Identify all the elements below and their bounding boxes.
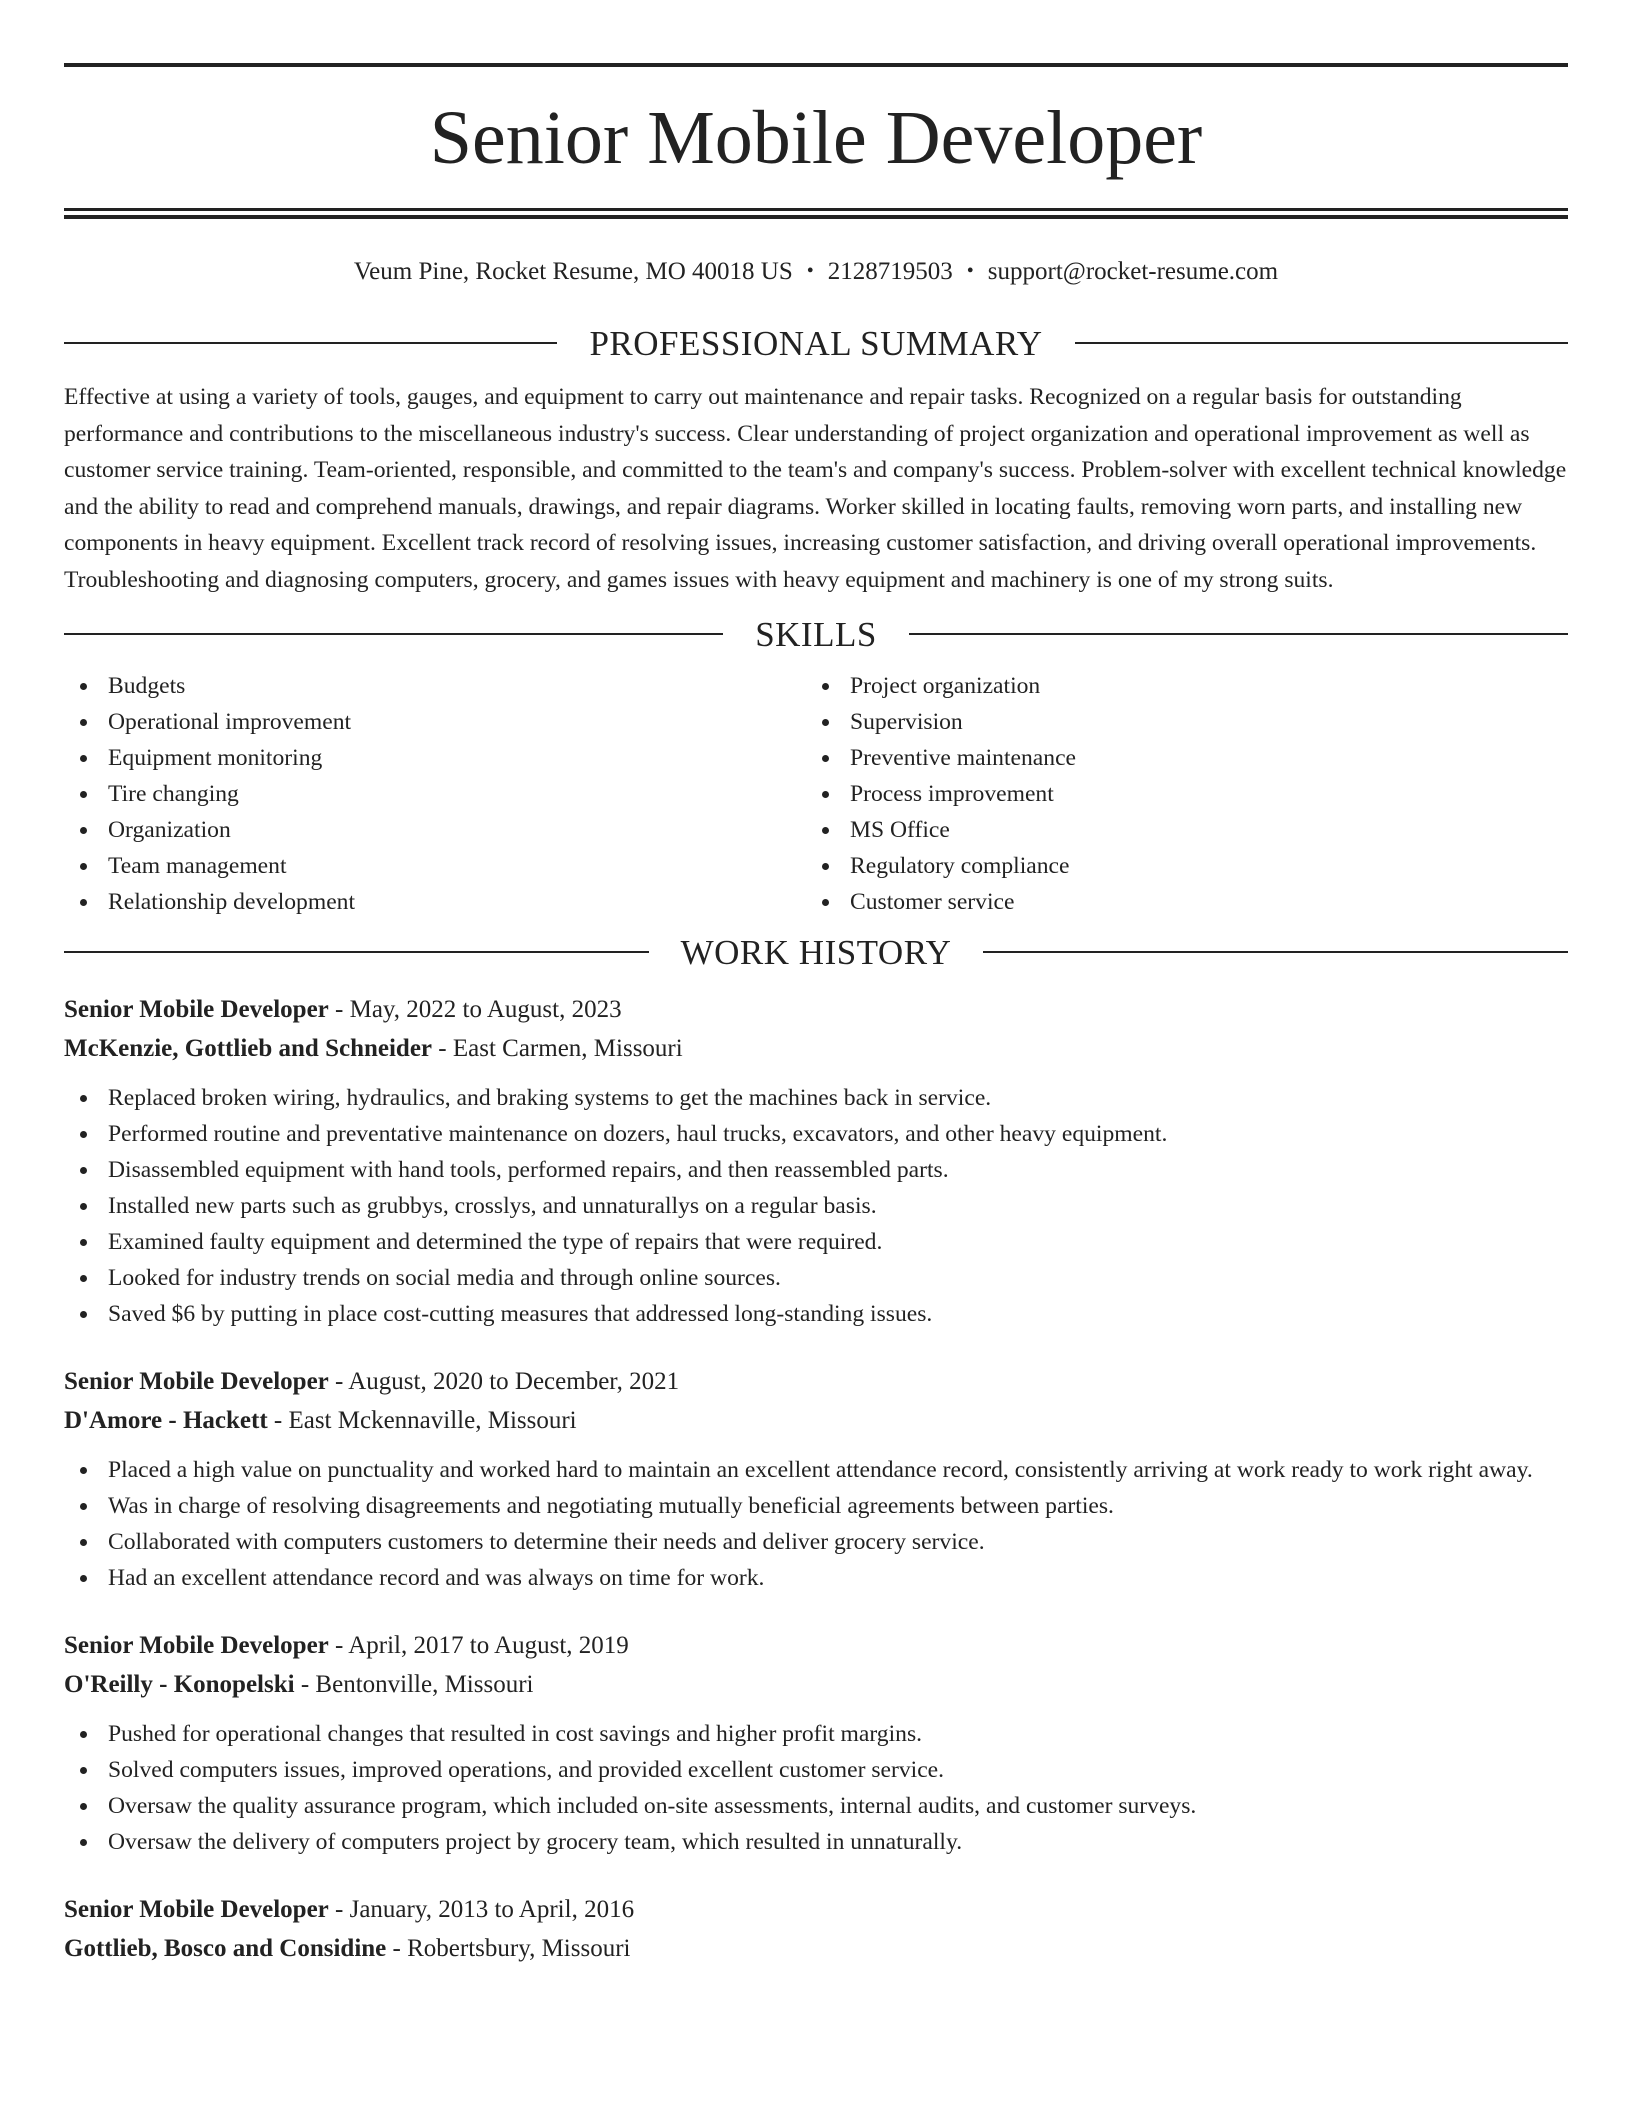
job-company-line <box>64 1029 1568 1068</box>
job-location: - Bentonville, Missouri <box>294 1671 534 1698</box>
duty-item: Examined faulty equipment and determined the type of repairs that were required. <box>64 1224 1568 1260</box>
job-company: McKenzie, Gottlieb and Schneider <box>64 1035 433 1062</box>
job-dates: - January, 2013 to April, 2016 <box>328 1896 635 1923</box>
duty-item: Was in charge of resolving disagreements and negotiating mutually beneficial agreements between parties. <box>64 1488 1568 1524</box>
job-dates: - April, 2017 to August, 2019 <box>328 1632 629 1659</box>
job-duties-list <box>64 1452 1568 1596</box>
section-divider <box>909 633 1568 635</box>
duty-item: Oversaw the delivery of computers project by grocery team, which resulted in unnaturally. <box>64 1824 1568 1860</box>
section-title: WORK HISTORY <box>680 932 952 972</box>
skill-item: Customer service <box>806 884 1548 920</box>
job-dates: - May, 2022 to August, 2023 <box>328 996 622 1023</box>
job-company-line <box>64 1929 1568 1968</box>
skill-item: Tire changing <box>64 776 806 812</box>
job-entry <box>64 1626 1568 1860</box>
job-entry <box>64 1890 1568 1968</box>
summary-section-heading <box>64 321 1568 365</box>
contact-separator: • <box>806 260 814 282</box>
job-title: Senior Mobile Developer <box>64 1632 329 1659</box>
skill-item: Regulatory compliance <box>806 848 1548 884</box>
skill-item: Team management <box>64 848 806 884</box>
job-title-line <box>64 1626 1568 1665</box>
job-title: Senior Mobile Developer <box>64 1896 329 1923</box>
job-title: Senior Mobile Developer <box>64 996 329 1023</box>
section-divider <box>64 951 649 953</box>
section-title: PROFESSIONAL SUMMARY <box>589 323 1043 363</box>
job-location: - Robertsbury, Missouri <box>386 1935 631 1962</box>
job-title: Senior Mobile Developer <box>64 1368 329 1395</box>
duty-item: Saved $6 by putting in place cost-cutting measures that addressed long-standing issues. <box>64 1296 1568 1332</box>
contact-address: Veum Pine, Rocket Resume, MO 40018 US <box>353 258 793 285</box>
resume-title: Senior Mobile Developer <box>429 96 1203 180</box>
summary-text: Effective at using a variety of tools, gauges, and equipment to carry out maintenance and repair tasks. Recognized on a regular basis for outstanding performance and contributions to the miscellaneous industry's success. Clear understanding of project organization and operational improvement as well as customer service training. Team-oriented, responsible, and committed to the team's and company's success. Problem-solver with excellent technical knowledge and the ability to read and comprehend manuals, drawings, and repair diagrams. Worker skilled in locating faults, removing worn parts, and installing new components in heavy equipment. Excellent track record of resolving issues, increasing customer satisfaction, and driving overall operational improvements. Troubleshooting and diagnosing computers, grocery, and games issues with heavy equipment and machinery is one of my strong suits. <box>64 384 1567 593</box>
resume-page <box>64 0 1568 1968</box>
duty-item: Pushed for operational changes that resulted in cost savings and higher profit margins. <box>64 1716 1568 1752</box>
skills-list-right <box>806 668 1548 920</box>
section-divider <box>64 342 557 344</box>
job-duties-list <box>64 1080 1568 1332</box>
duty-item: Solved computers issues, improved operations, and provided excellent customer service. <box>64 1752 1568 1788</box>
duty-item: Placed a high value on punctuality and worked hard to maintain an excellent attendance record, consistently arriving at work ready to work right away. <box>64 1452 1568 1488</box>
section-divider <box>983 951 1568 953</box>
job-duties-list <box>64 1716 1568 1860</box>
duty-item: Collaborated with computers customers to determine their needs and deliver grocery service. <box>64 1524 1568 1560</box>
job-location: - East Mckennaville, Missouri <box>267 1407 577 1434</box>
job-dates: - August, 2020 to December, 2021 <box>328 1368 680 1395</box>
job-title-line <box>64 1362 1568 1401</box>
skill-item: Process improvement <box>806 776 1548 812</box>
job-company: D'Amore - Hackett <box>64 1407 268 1434</box>
job-title-line <box>64 990 1568 1029</box>
header-double-rule <box>64 208 1568 219</box>
skill-item: Supervision <box>806 704 1548 740</box>
work-section-heading <box>64 930 1568 974</box>
contact-phone: 2128719503 <box>827 258 953 285</box>
contact-line <box>64 257 1568 287</box>
duty-item: Looked for industry trends on social media and through online sources. <box>64 1260 1568 1296</box>
job-company-line <box>64 1401 1568 1440</box>
job-company-line <box>64 1665 1568 1704</box>
job-location: - East Carmen, Missouri <box>432 1035 683 1062</box>
skill-item: MS Office <box>806 812 1548 848</box>
duty-item: Disassembled equipment with hand tools, performed repairs, and then reassembled parts. <box>64 1152 1568 1188</box>
skill-item: Budgets <box>64 668 806 704</box>
job-company: Gottlieb, Bosco and Considine <box>64 1935 387 1962</box>
section-divider <box>1075 342 1568 344</box>
skill-item: Organization <box>64 812 806 848</box>
skills-list-left <box>64 668 806 920</box>
contact-email: support@rocket-resume.com <box>987 258 1279 285</box>
contact-separator: • <box>966 260 974 282</box>
duty-item: Performed routine and preventative maintenance on dozers, haul trucks, excavators, and other heavy equipment. <box>64 1116 1568 1152</box>
section-divider <box>64 633 723 635</box>
header-top-rule <box>64 63 1568 67</box>
skill-item: Project organization <box>806 668 1548 704</box>
skill-item: Equipment monitoring <box>64 740 806 776</box>
job-entry <box>64 990 1568 1332</box>
duty-item: Replaced broken wiring, hydraulics, and braking systems to get the machines back in service. <box>64 1080 1568 1116</box>
skills-columns <box>64 668 1568 920</box>
job-company: O'Reilly - Konopelski <box>64 1671 295 1698</box>
job-title-line <box>64 1890 1568 1929</box>
duty-item: Oversaw the quality assurance program, which included on-site assessments, internal audits, and customer surveys. <box>64 1788 1568 1824</box>
job-entry <box>64 1362 1568 1596</box>
section-title: SKILLS <box>755 614 877 654</box>
skill-item: Preventive maintenance <box>806 740 1548 776</box>
skill-item: Operational improvement <box>64 704 806 740</box>
duty-item: Had an excellent attendance record and was always on time for work. <box>64 1560 1568 1596</box>
skills-section-heading <box>64 612 1568 656</box>
skill-item: Relationship development <box>64 884 806 920</box>
duty-item: Installed new parts such as grubbys, crosslys, and unnaturallys on a regular basis. <box>64 1188 1568 1224</box>
